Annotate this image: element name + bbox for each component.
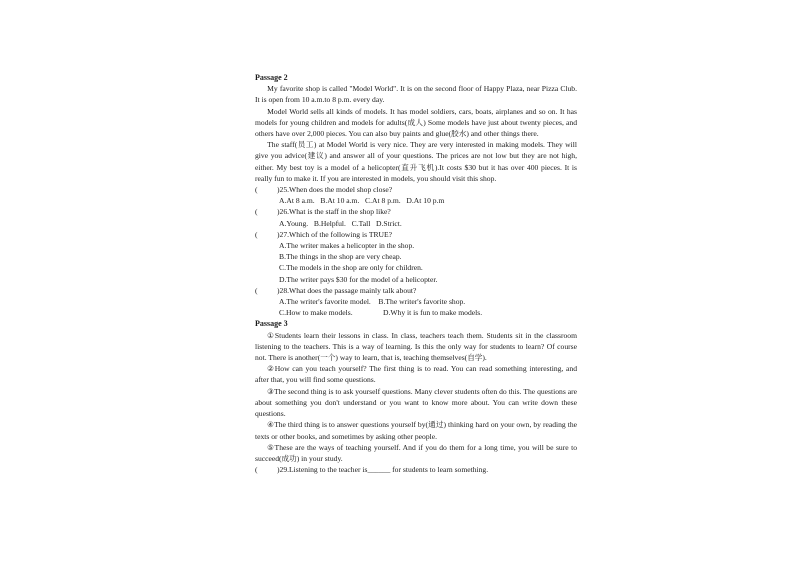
question-stem: )27.Which of the following is TRUE? [277,229,393,239]
passage-3-paragraph: ⑤These are the ways of teaching yourself. And if you do them for a long time, you will be sure to succeed(成功) in your study. [255,442,577,463]
question-stem: )29.Listening to the teacher is______ for students to learn something. [277,465,489,475]
answer-blank: ( [255,185,258,195]
passage-3-paragraph: ④The third thing is to answer questions yourself by(通过) thinking hard on your own, by reading the texts or other books, and sometimes by asking other people. [255,420,577,441]
answer-blank: ( [255,229,258,239]
answer-blank: ( [255,465,258,475]
question-29 [255,464,577,475]
passage-3-paragraph: ③The second thing is to ask yourself questions. Many clever students often do this. The questions are about something you don't understand or you want to know more about. You can write down these questions. [255,386,577,419]
question-stem: )25.When does the model shop close? [277,185,393,195]
question-27 [255,229,577,240]
question-26 [255,206,577,217]
question-option: B.The things in the shop are very cheap. [279,252,402,262]
passage-2-paragraph: My favorite shop is called "Model World". It is on the second floor of Happy Plaza, near Pizza Club. It is open from 10 a.m.to 8 p.m. every day. [255,84,577,105]
passage-3-heading: Passage 3 [255,319,288,329]
question-option: D.The writer pays $30 for the model of a helicopter. [279,274,438,284]
question-options: C.How to make models. D.Why it is fun to make models. [279,308,483,318]
question-options: A.At 8 a.m. B.At 10 a.m. C.At 8 p.m. D.At 10 p.m [279,196,445,206]
passage-3-paragraph: ②How can you teach yourself? The first thing is to read. You can read something interesting, and after that, you will find some questions. [255,364,577,385]
passage-2-paragraph: Model World sells all kinds of models. It has model soldiers, cars, boats, airplanes and so on. It has models for young children and models for adults(成人) Some models have just about twenty pieces, and others have over 2,000 pieces. You can also buy paints and glue(胶水) and other things there. [255,106,577,139]
exam-page [255,72,577,475]
answer-blank: ( [255,207,258,217]
question-stem: )28.What does the passage mainly talk about? [277,285,417,295]
passage-2-paragraph: The staff(员工) at Model World is very nice. They are very interested in making models. They will give you advice(建议) and answer all of your questions. The prices are not low but they are not high, either. My best toy is a model of a helicopter(直升飞机).It costs $30 but it has over 400 pieces. It is really fun to make it. If you are interested in models, you should visit this shop. [255,140,577,183]
passage-2-heading: Passage 2 [255,73,288,82]
question-stem: )26.What is the staff in the shop like? [277,207,391,217]
question-option: C.The models in the shop are only for children. [279,263,423,273]
answer-blank: ( [255,285,258,295]
question-25 [255,184,577,195]
question-28 [255,285,577,296]
question-options: A.Young. B.Helpful. C.Tall D.Strict. [279,218,402,228]
question-options: A.The writer's favorite model. B.The writer's favorite shop. [279,297,466,307]
passage-3-paragraph: ①Students learn their lessons in class. In class, teachers teach them. Students sit in the classroom listening to the teachers. This is a way of learning. Is this the only way for students to learn? Of course not. There is another(一个) way to learn, that is, teaching themselves(自学). [255,330,577,363]
question-option: A.The writer makes a helicopter in the shop. [279,241,415,251]
